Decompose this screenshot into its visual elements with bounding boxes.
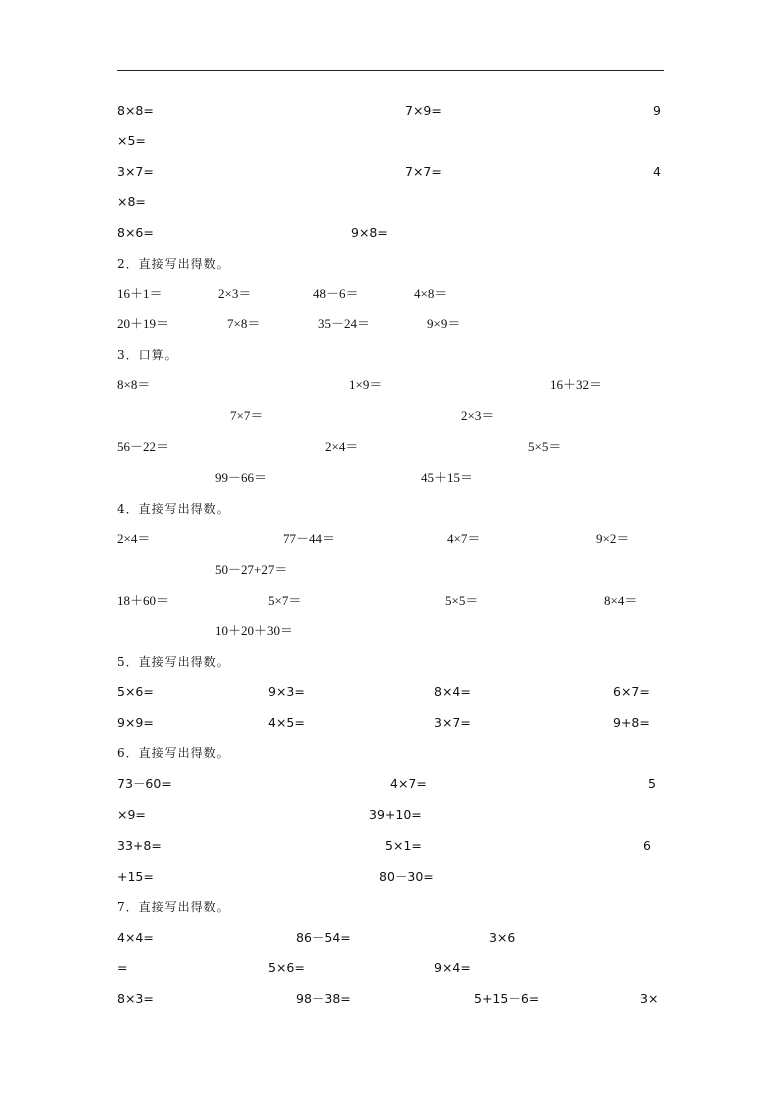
problem: 9+8= [613, 715, 650, 730]
problem: 4×4= [117, 930, 154, 945]
problem: 9×9＝ [427, 316, 461, 331]
problem: 10＋20＋30＝ [215, 623, 294, 638]
problem: 2×3＝ [218, 286, 252, 301]
problem: 50－27+27＝ [215, 562, 288, 577]
problem: 8×8= [117, 103, 154, 118]
problem: 5×6= [117, 684, 154, 699]
problem: 9×3= [268, 684, 305, 699]
problem: 5+15－6= [474, 991, 540, 1006]
problem: 3×7= [117, 164, 154, 179]
problem: 99－66＝ [215, 470, 268, 485]
header-rule [117, 70, 664, 71]
problem: 8×4＝ [604, 593, 638, 608]
problem: 8×6= [117, 225, 154, 240]
problem-fragment: ×8= [117, 194, 146, 209]
problem: 7×9= [405, 103, 442, 118]
problem-fragment: = [117, 960, 128, 975]
problem: 8×4= [434, 684, 471, 699]
problem: 48－6＝ [313, 286, 359, 301]
problem: 9×9= [117, 715, 154, 730]
problem: 39+10= [369, 807, 422, 822]
problem: 16＋1＝ [117, 286, 163, 301]
problem-fragment: ×9= [117, 807, 146, 822]
section-heading: 5．直接写出得数。 [117, 655, 230, 669]
problem: 20＋19＝ [117, 316, 170, 331]
problem-fragment: ×5= [117, 133, 146, 148]
problem: 98－38= [296, 991, 351, 1006]
problem-fragment: 3× [640, 991, 659, 1006]
section-heading: 2．直接写出得数。 [117, 257, 230, 271]
problem: 4×7= [390, 776, 427, 791]
problem-fragment: +15= [117, 869, 154, 884]
problem: 3×7= [434, 715, 471, 730]
problem: 35－24＝ [318, 316, 371, 331]
problem: 8×8＝ [117, 377, 151, 392]
problem: 2×4＝ [325, 439, 359, 454]
problem: 4×8＝ [414, 286, 448, 301]
problem: 9×2＝ [596, 531, 630, 546]
problem: 1×9＝ [349, 377, 383, 392]
problem-fragment: 6 [643, 838, 651, 853]
problem: 8×3= [117, 991, 154, 1006]
problem: 4×5= [268, 715, 305, 730]
problem-fragment: 4 [653, 164, 661, 179]
problem: 5×7＝ [268, 593, 302, 608]
problem: 7×8＝ [227, 316, 261, 331]
problem-fragment: 3×6 [489, 930, 516, 945]
problem-fragment: 9 [653, 103, 661, 118]
problem: 9×8= [351, 225, 388, 240]
problem: 7×7= [405, 164, 442, 179]
problem: 73－60= [117, 776, 172, 791]
problem: 80－30= [379, 869, 434, 884]
problem: 18＋60＝ [117, 593, 170, 608]
problem: 7×7＝ [230, 408, 264, 423]
problem: 16＋32＝ [550, 377, 603, 392]
section-heading: 4．直接写出得数。 [117, 502, 230, 516]
problem-fragment: 5 [648, 776, 656, 791]
section-heading: 6．直接写出得数。 [117, 746, 230, 760]
problem: 2×4＝ [117, 531, 151, 546]
problem: 56－22＝ [117, 439, 170, 454]
problem: 2×3＝ [461, 408, 495, 423]
problem: 45＋15＝ [421, 470, 474, 485]
problem: 33+8= [117, 838, 162, 853]
problem: 5×5＝ [528, 439, 562, 454]
problem: 86－54= [296, 930, 351, 945]
problem: 5×5＝ [445, 593, 479, 608]
problem: 9×4= [434, 960, 471, 975]
section-heading: 7．直接写出得数。 [117, 900, 230, 914]
section-heading: 3．口算。 [117, 348, 178, 362]
problem: 5×1= [385, 838, 422, 853]
problem: 4×7＝ [447, 531, 481, 546]
problem: 5×6= [268, 960, 305, 975]
problem: 6×7= [613, 684, 650, 699]
problem: 77－44＝ [283, 531, 336, 546]
